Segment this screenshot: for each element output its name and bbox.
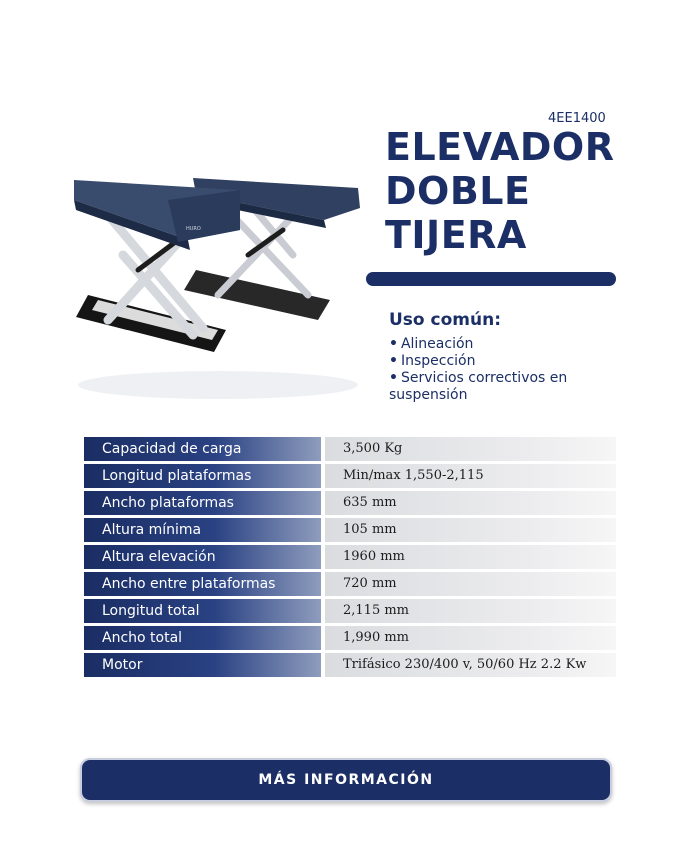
spec-row	[84, 653, 616, 677]
product-title	[385, 125, 645, 257]
spec-label: Ancho total	[84, 626, 321, 650]
spec-value: 2,115 mm	[325, 599, 616, 623]
title-line-1: ELEVADOR	[385, 125, 615, 169]
brand-mark: HURO	[186, 226, 201, 232]
spec-row	[84, 572, 616, 596]
spec-value: 1,990 mm	[325, 626, 616, 650]
more-info-button[interactable]	[80, 758, 612, 802]
spec-value: Min/max 1,550-2,115	[325, 464, 616, 488]
more-info-label: MÁS INFORMACIÓN	[258, 772, 434, 788]
spec-label: Longitud plataformas	[84, 464, 321, 488]
common-uses	[389, 310, 629, 404]
spec-value: 635 mm	[325, 491, 616, 515]
spec-value: Trifásico 230/400 v, 50/60 Hz 2.2 Kw	[325, 653, 616, 677]
spec-row	[84, 545, 616, 569]
spec-row	[84, 599, 616, 623]
use-item-inspection: • Inspección	[389, 353, 476, 369]
spec-label: Motor	[84, 653, 321, 677]
spec-label: Altura mínima	[84, 518, 321, 542]
spec-value: 720 mm	[325, 572, 616, 596]
spec-row	[84, 518, 616, 542]
spec-row	[84, 437, 616, 461]
spec-label: Capacidad de carga	[84, 437, 321, 461]
scissor-lift-image	[68, 160, 368, 405]
title-divider	[366, 272, 616, 286]
spec-label: Ancho entre plataformas	[84, 572, 321, 596]
title-line-3: TIJERA	[385, 213, 527, 257]
spec-value: 1960 mm	[325, 545, 616, 569]
common-uses-list	[389, 336, 629, 404]
spec-label: Ancho plataformas	[84, 491, 321, 515]
spec-row	[84, 626, 616, 650]
spec-value: 3,500 Kg	[325, 437, 616, 461]
use-item-alignment: • Alineación	[389, 336, 474, 352]
spec-row	[84, 464, 616, 488]
title-line-2: DOBLE	[385, 169, 531, 213]
common-uses-heading: Uso común:	[389, 310, 501, 330]
spec-value: 105 mm	[325, 518, 616, 542]
spec-label: Altura elevación	[84, 545, 321, 569]
spec-row	[84, 491, 616, 515]
product-code: 4EE1400	[548, 111, 606, 126]
specs-table	[84, 437, 616, 680]
use-item-suspension: • Servicios correctivos en suspensión	[389, 370, 568, 403]
spec-label: Longitud total	[84, 599, 321, 623]
